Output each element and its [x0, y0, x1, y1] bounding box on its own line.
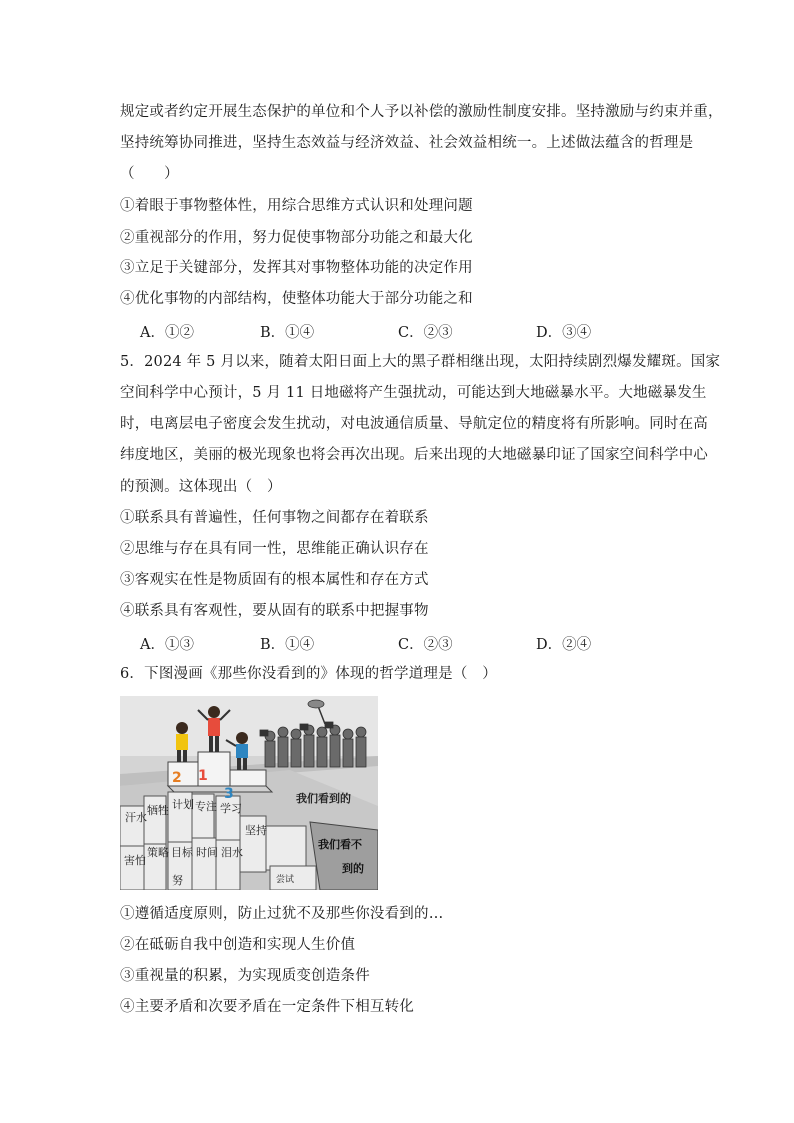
q4-choice-d[interactable]: D．③④: [536, 325, 592, 341]
caption-unseen-1: 我们看不: [318, 838, 362, 851]
block-word-study: 学习: [220, 802, 242, 815]
q6-option-3: ③重视量的积累，为实现质变创造条件: [120, 968, 370, 984]
q4-option-2: ②重视部分的作用，努力促使事物部分功能之和最大化: [120, 230, 473, 246]
q6-option-2: ②在砥砺自我中创造和实现人生价值: [120, 937, 356, 953]
podium-number-3: 3: [224, 786, 234, 802]
q5-stem-line-3: 时，电离层电子密度会发生扰动，对电波通信质量、导航定位的精度将有所影响。同时在高: [120, 416, 708, 432]
q5-option-3: ③客观实在性是物质固有的根本属性和存在方式: [120, 572, 429, 588]
q4-stem-line-1: 规定或者约定开展生态保护的单位和个人予以补偿的激励性制度安排。坚持激励与约束并重，: [120, 104, 723, 120]
block-word-strategy: 策略: [147, 846, 169, 859]
q4-option-4: ④优化事物的内部结构，使整体功能大于部分功能之和: [120, 291, 473, 307]
block-word-goal: 目标: [171, 846, 193, 859]
block-word-try: 尝试: [276, 875, 295, 885]
q5-stem-line-4: 纬度地区，美丽的极光现象也将会再次出现。后来出现的大地磁暴印证了国家空间科学中心: [120, 447, 708, 463]
q5-stem-line-5: 的预测。这体现出（ ）: [120, 479, 282, 495]
q5-option-4: ④联系具有客观性，要从固有的联系中把握事物: [120, 603, 429, 619]
q4-answer-blank: （ ）: [120, 166, 179, 182]
q5-choice-c[interactable]: C．②③: [398, 637, 453, 653]
q5-choice-a[interactable]: A．①③: [140, 637, 194, 653]
q6-option-4: ④主要矛盾和次要矛盾在一定条件下相互转化: [120, 999, 414, 1015]
q5-stem-line-2: 空间科学中心预计，5 月 11 日地磁将产生强扰动，可能达到大地磁暴水平。大地磁暴发生: [120, 385, 707, 401]
podium-number-1: 1: [198, 768, 208, 784]
caption-unseen-2: 到的: [342, 862, 364, 875]
q5-stem-line-1: 5．2024 年 5 月以来，随着太阳日面上大的黑子群相继出现，太阳持续剧烈爆发耀斑。国家: [120, 354, 721, 370]
podium-number-2: 2: [172, 770, 182, 786]
q5-option-1: ①联系具有普遍性，任何事物之间都存在着联系: [120, 510, 429, 526]
block-word-tears: 泪水: [221, 846, 243, 859]
q4-choice-b[interactable]: B．①④: [260, 325, 315, 341]
q6-option-1: ①遵循适度原则，防止过犹不及那些你没看到的…: [120, 906, 444, 922]
q4-option-1: ①着眼于事物整体性，用综合思维方式认识和处理问题: [120, 198, 473, 214]
cartoon-image: [120, 696, 378, 890]
q4-choices: [140, 321, 660, 341]
q4-choice-a[interactable]: A．①②: [140, 325, 194, 341]
caption-seen: 我们看到的: [296, 792, 351, 805]
q4-choice-c[interactable]: C．②③: [398, 325, 453, 341]
block-word-persist: 坚持: [245, 824, 267, 837]
block-word-sweat: 汗水: [125, 811, 147, 824]
q4-option-3: ③立足于关键部分，发挥其对事物整体功能的决定作用: [120, 260, 473, 276]
q5-choice-b[interactable]: B．①④: [260, 637, 315, 653]
q5-choice-d[interactable]: D．②④: [536, 637, 592, 653]
block-word-plan: 计划: [172, 798, 194, 811]
block-word-time: 时间: [196, 846, 218, 859]
block-word-sacrifice: 牺牲: [147, 804, 169, 817]
block-word-fear: 害怕: [124, 854, 146, 867]
block-word-effort: 努: [172, 874, 183, 887]
q5-option-2: ②思维与存在具有同一性，思维能正确认识存在: [120, 541, 429, 557]
block-word-focus: 专注: [195, 800, 217, 813]
q4-stem-line-2: 坚持统筹协同推进，坚持生态效益与经济效益、社会效益相统一。上述做法蕴含的哲理是: [120, 135, 694, 151]
q5-choices: [140, 633, 660, 653]
q6-stem: 6．下图漫画《那些你没看到的》体现的哲学道理是（ ）: [120, 666, 497, 682]
